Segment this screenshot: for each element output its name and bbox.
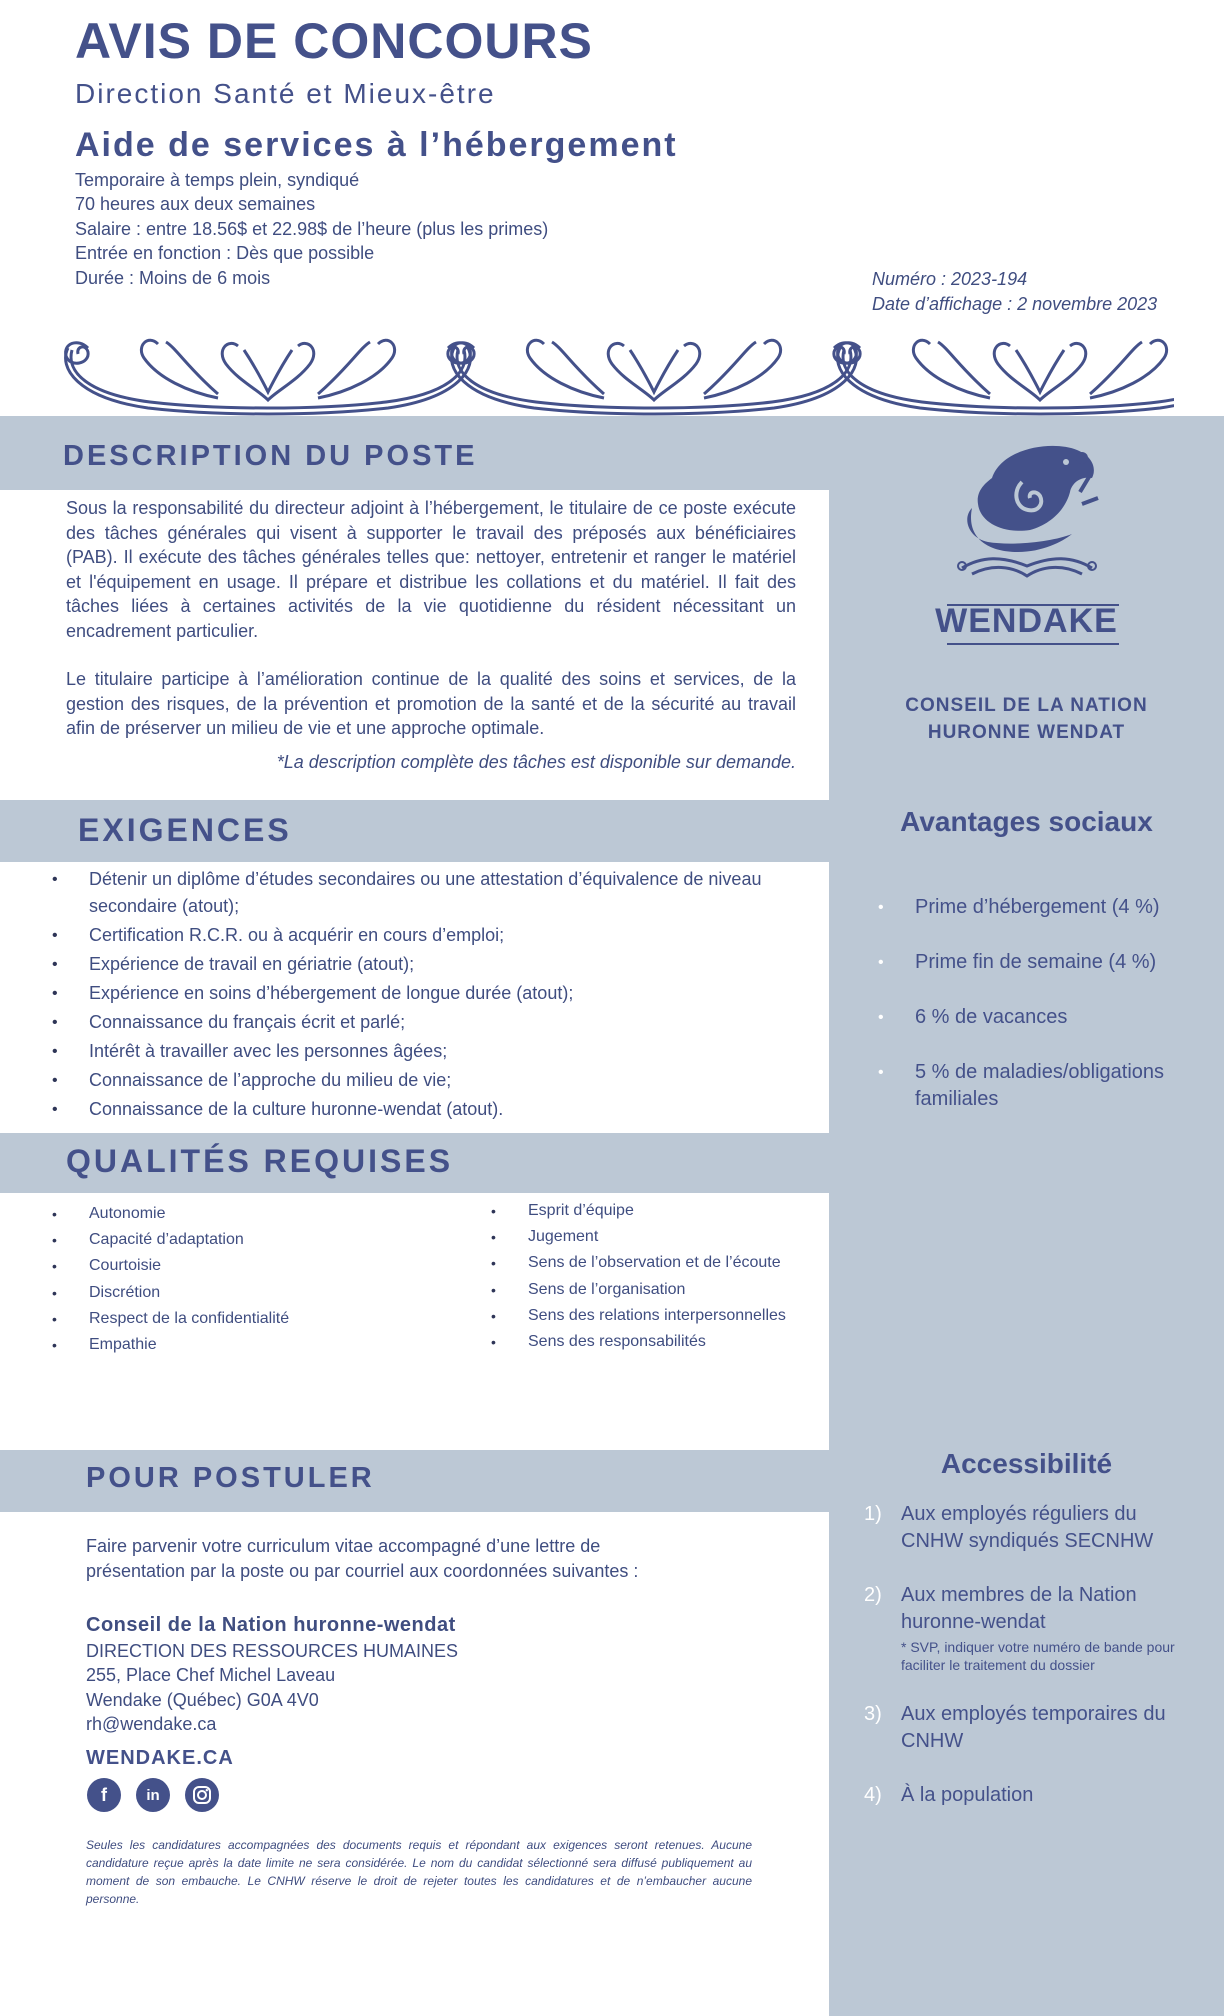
direction-subtitle: Direction Santé et Mieux-être (75, 78, 496, 109)
council-line-2: HURONNE WENDAT (927, 722, 1126, 743)
quality-item: • Discrétion (52, 1280, 432, 1306)
description-paragraph-2: Le titulaire participe à l’amélioration continue de la qualité des soins et services, de la gestion des risques, de la prévention et promotion de la santé et de la sécurité au travail afin de préserver un milieu de vie et une approche optimale. (66, 669, 796, 738)
benefit-item: • Prime d’hébergement (4 %) (878, 894, 1198, 921)
posting-number: Numéro : 2023-194 (872, 269, 1028, 289)
linkedin-icon[interactable]: in (136, 1778, 170, 1812)
beaver-logo (932, 438, 1122, 588)
requirement-item: • Connaissance de l’approche du milieu de vie; (52, 1067, 812, 1094)
accessibility-number: 4) (864, 1784, 882, 1806)
accessibility-item (864, 1582, 1204, 1674)
logo-rule-bottom (947, 643, 1119, 645)
quality-item: • Jugement (491, 1224, 821, 1250)
quality-item: • Courtoisie (52, 1253, 432, 1279)
requirements-list (52, 866, 812, 1125)
requirement-item: • Certification R.C.R. ou à acquérir en cours d’emploi; (52, 922, 812, 949)
requirement-item: • Détenir un diplôme d’études secondaires ou une attestation d’équivalence de niveau secondaire (atout); (52, 866, 812, 920)
council-line-1: CONSEIL DE LA NATION (905, 695, 1148, 716)
qualities-list-left (52, 1201, 432, 1358)
quality-item: • Sens de l’observation et de l’écoute (491, 1250, 821, 1276)
quality-item: • Empathie (52, 1332, 432, 1358)
posting-date: Date d’affichage : 2 novembre 2023 (872, 294, 1158, 314)
instagram-icon[interactable] (185, 1778, 219, 1812)
requirement-item: • Expérience en soins d’hébergement de longue durée (atout); (52, 980, 812, 1007)
detail-status: Temporaire à temps plein, syndiqué (75, 170, 360, 190)
quality-item: • Capacité d’adaptation (52, 1227, 432, 1253)
benefit-item: • 5 % de maladies/obligations familiales (878, 1059, 1198, 1113)
accessibility-number: 1) (864, 1503, 882, 1525)
accessibility-item (864, 1701, 1204, 1755)
accessibility-note: * SVP, indiquer votre numéro de bande pour faciliter le traitement du dossier (901, 1639, 1175, 1673)
detail-duration: Durée : Moins de 6 mois (75, 268, 271, 288)
apply-intro: Faire parvenir votre curriculum vitae accompagné d’une lettre de présentation par la poste ou par courriel aux coordonnées suivantes : (86, 1536, 639, 1581)
detail-start: Entrée en fonction : Dès que possible (75, 243, 375, 263)
accessibility-item (864, 1501, 1204, 1555)
accessibility-text: À la population (901, 1784, 1034, 1806)
accessibility-item (864, 1782, 1204, 1809)
requirement-item: • Intérêt à travailler avec les personnes âgées; (52, 1038, 812, 1065)
contact-address: 255, Place Chef Michel Laveau (86, 1665, 336, 1685)
accessibility-number: 2) (864, 1584, 882, 1606)
disclaimer: Seules les candidatures accompagnées des documents requis et répondant aux exigences seront retenues. Aucune candidature reçue après la date limite ne sera considérée. Le nom du candidat sélectionné sera diffusé publiquement au moment de son embauche. Le CNHW réserve le droit de rejeter toutes les candidatures et de n’embaucher aucune personne. (86, 1838, 752, 1906)
contact-email[interactable]: rh@wendake.ca (86, 1714, 217, 1734)
facebook-icon[interactable]: f (87, 1778, 121, 1812)
sidebar-panel (829, 416, 1224, 2016)
detail-salary: Salaire : entre 18.56$ et 22.98$ de l’heure (plus les primes) (75, 219, 549, 239)
accessibility-title: Accessibilité (940, 1448, 1113, 1479)
logo-wordmark: WENDAKE (935, 602, 1118, 640)
qualities-title: QUALITÉS REQUISES (66, 1143, 454, 1179)
contact-department: DIRECTION DES RESSOURCES HUMAINES (86, 1641, 459, 1661)
accessibility-text: Aux membres de la Nation huronne-wendat (901, 1584, 1137, 1633)
benefit-item: • Prime fin de semaine (4 %) (878, 949, 1198, 976)
accessibility-text: Aux employés temporaires du CNHW (901, 1703, 1166, 1752)
accessibility-number: 3) (864, 1703, 882, 1725)
accessibility-text: Aux employés réguliers du CNHW syndiqués SECNHW (901, 1503, 1154, 1552)
quality-item: • Sens des responsabilités (491, 1329, 821, 1355)
quality-item: • Sens des relations interpersonnelles (491, 1303, 821, 1329)
requirements-title: EXIGENCES (78, 812, 292, 848)
quality-item: • Sens de l’organisation (491, 1277, 821, 1303)
qualities-list-right (491, 1198, 821, 1355)
detail-hours: 70 heures aux deux semaines (75, 194, 316, 214)
benefit-item: • 6 % de vacances (878, 1004, 1198, 1031)
apply-title: POUR POSTULER (86, 1462, 375, 1494)
quality-item: • Autonomie (52, 1201, 432, 1227)
description-note: *La description complète des tâches est disponible sur demande. (276, 752, 796, 772)
page-title: AVIS DE CONCOURS (75, 13, 593, 69)
requirement-item: • Connaissance de la culture huronne-wendat (atout). (52, 1096, 812, 1123)
description-title: DESCRIPTION DU POSTE (63, 440, 478, 472)
website-link[interactable]: WENDAKE.CA (86, 1747, 234, 1769)
contact-city: Wendake (Québec) G0A 4V0 (86, 1690, 319, 1710)
quality-item: • Esprit d’équipe (491, 1198, 821, 1224)
requirement-item: • Connaissance du français écrit et parlé; (52, 1009, 812, 1036)
job-title: Aide de services à l’hébergement (75, 126, 678, 164)
requirement-item: • Expérience de travail en gériatrie (atout); (52, 951, 812, 978)
benefits-list (878, 894, 1198, 1141)
benefits-title: Avantages sociaux (900, 806, 1153, 837)
quality-item: • Respect de la confidentialité (52, 1306, 432, 1332)
description-paragraph-1: Sous la responsabilité du directeur adjoint à l’hébergement, le titulaire de ce poste exécute des tâches générales qui visent à supporter le travail des préposés aux bénéficiaires (PAB). Il exécute des tâches générales telles que: nettoyer, entretenir et ranger le matériel et l'équipement en usage. Il prépare et distribue les collations et du matériel. Il fait des tâches liées à certaines activités de la vie quotidienne du résident nécessitant un encadrement particulier. (66, 498, 796, 641)
contact-org: Conseil de la Nation huronne-wendat (86, 1614, 456, 1636)
swirl-ornament (58, 328, 1174, 418)
